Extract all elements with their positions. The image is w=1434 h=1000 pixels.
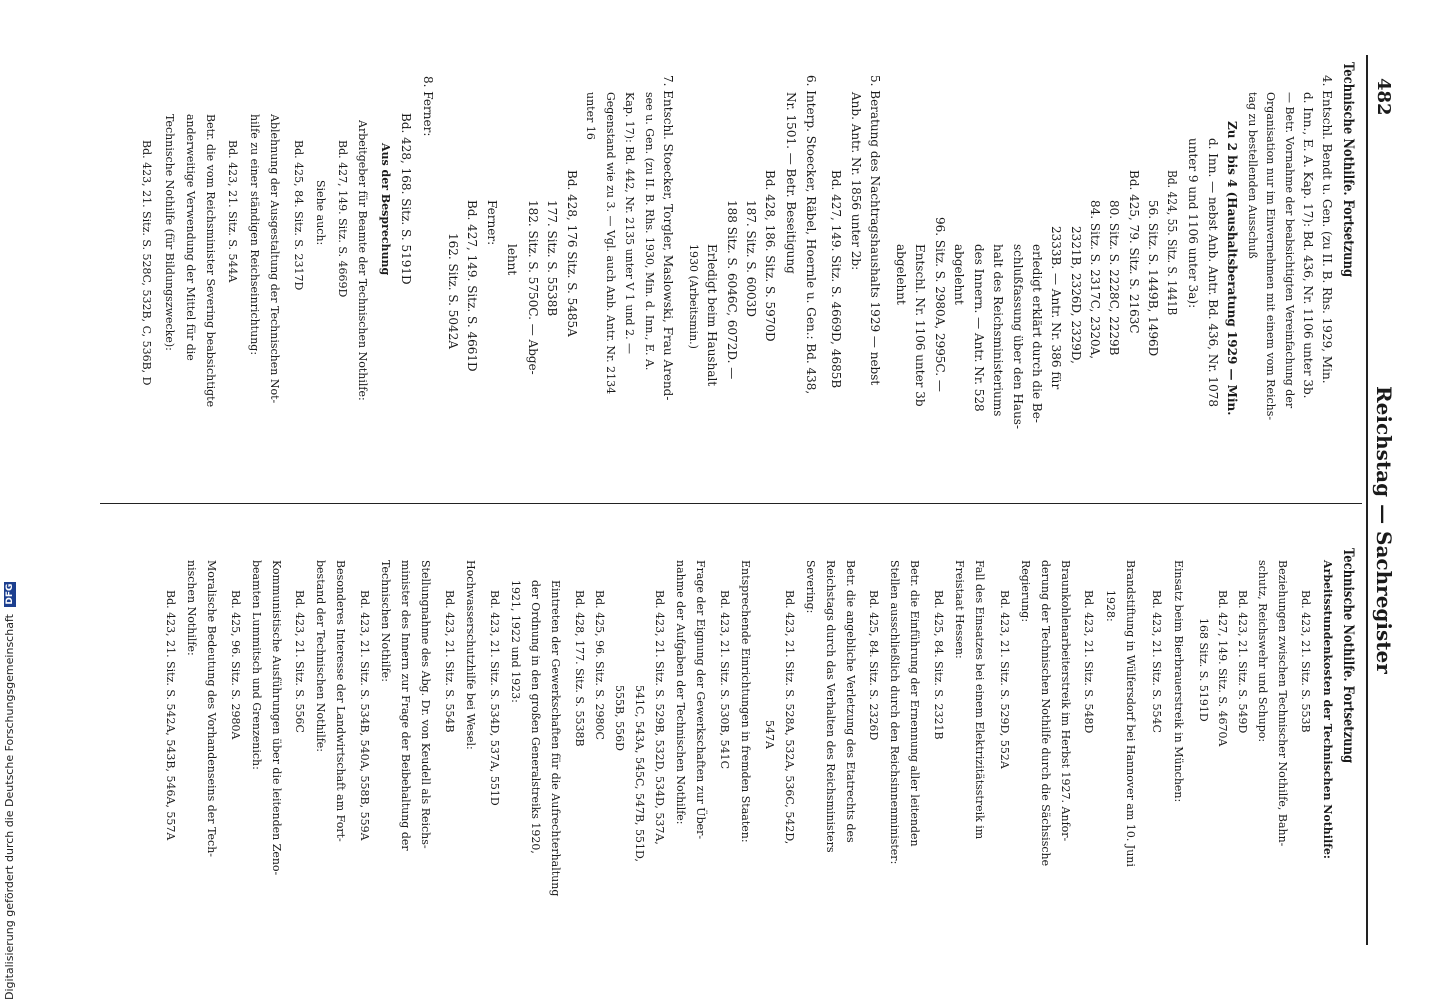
right-column-line: Betr. die angebliche Verletzung des Etatrechts des <box>844 560 857 843</box>
left-column-line: 84. Sitz. S. 2317C, 2320A, <box>1088 200 1102 360</box>
left-column-line: Bd. 425, 79. Sitz. S. 2163C <box>1127 170 1141 334</box>
left-column-line: 96. Sitz. S. 2980A, 2995C. — <box>933 217 947 392</box>
left-column-line: unter 9 und 1106 unter 3a): <box>1186 138 1200 309</box>
left-column-line: hilfe zu einer ständigen Reichseinrichtung: <box>248 114 261 356</box>
right-column-line: Severing: <box>804 560 817 614</box>
funding-notice: Digitalisierung gefördert durch die Deutsche Forschungsgemeinschaft <box>3 614 16 1000</box>
right-column-line: nahme der Aufgaben der Technischen Nothilfe: <box>674 560 687 825</box>
left-column-line: Bd. 423, 21. Sitz. S. 544A <box>226 140 239 283</box>
right-column-line: Bd. 423, 21. Sitz. S. 554B <box>443 590 456 733</box>
right-column-line: Brandstiftung in Wülfersdorf bei Hannover am 10. Juni <box>1124 560 1137 867</box>
right-column-line: Beziehungen zwischen Technischer Nothilfe, Bahn- <box>1276 560 1289 847</box>
left-column-line: Technische Nothilfe. Fortsetzung <box>1340 62 1356 278</box>
left-column-line: d. Inn. — nebst Anb. Antr. Bd. 436, Nr. 1078 <box>1206 138 1220 407</box>
header-rule <box>1366 55 1368 945</box>
right-column-line: Technische Nothilfe. Fortsetzung <box>1340 548 1356 764</box>
right-column-line: Bd. 423, 21. Sitz. S. 528A, 532A, 536C, 542D, <box>783 590 796 845</box>
left-column-line: Bd. 424, 55. Sitz. S. 1441B <box>1165 170 1179 316</box>
right-column-line: nischen Nothilfe: <box>185 560 198 656</box>
right-column-line: Bd. 423, 21. Sitz. S. 549D <box>1236 590 1249 734</box>
left-column-line: lehnt <box>505 244 519 276</box>
left-column-line: Bd. 428, 168. Sitz. S. 5191D <box>399 113 413 285</box>
left-column-line: erledigt erklärt durch die Be- <box>1030 244 1044 423</box>
right-column-line: minister des Innern zur Frage der Beibehaltung der <box>399 560 412 851</box>
right-column-line: Bd. 423, 21. Sitz. S. 530B, 541C <box>718 590 731 769</box>
left-column-line: Organisation nur im Einvernehmen mit einem vom Reichs- <box>1264 92 1277 421</box>
left-column-line: 2333B. — Antr. Nr. 386 für <box>1049 226 1063 390</box>
right-column-line: Arbeitsstundenkosten der Technischen Nothilfe: <box>1321 560 1334 859</box>
right-column-line: Moralische Bedeutung des Vorhandenseins der Tech- <box>205 560 218 858</box>
left-column-line: Bd. 423, 21. Sitz. S. 528C, 532B, C, 536B, D <box>140 140 153 386</box>
right-column-line: Bd. 423, 21. Sitz. S. 542A, 543B, 546A, 557A <box>164 590 177 841</box>
left-column-line: Kap. 17): Bd. 442, Nr. 2135 unter V 1 und 2. — <box>623 92 636 355</box>
left-column-line: 80. Sitz. S. 2228C, 2229B <box>1107 200 1121 356</box>
left-column-line: des Innern. — Antr. Nr. 528 <box>972 244 986 412</box>
right-column-line: Betr. die Einführung der Ernennung aller leitenden <box>908 560 921 847</box>
right-column-line: 168 Sitz. S. 5191D <box>1197 618 1210 722</box>
right-column-line: 541C, 543A, 545C, 547B, 551D, <box>633 685 646 862</box>
right-column-line: schutz, Reichswehr und Schupo: <box>1256 560 1269 743</box>
left-column-line: Ablehnung der Ausgestaltung der Technischen Not- <box>268 114 281 404</box>
right-column-line: Bd. 423, 21. Sitz. S. 548D <box>1082 590 1095 734</box>
right-column-line: Frage der Eignung der Gewerkschaften zur Über- <box>694 560 707 840</box>
left-column-line: Bd. 425, 84. Sitz. S. 2317D <box>292 140 305 291</box>
right-column-line: Bd. 425, 84. Sitz. S. 2326D <box>867 590 880 741</box>
left-column-line: 162. Sitz. S. 5042A <box>446 233 460 349</box>
running-title: Reichstag — Sachregister <box>1372 386 1396 674</box>
left-column-line: Zu 2 bis 4 (Haushaltsberatung 1929 — Min. <box>1225 121 1239 416</box>
right-column-line: Entsprechende Einrichtungen in fremden Staaten: <box>739 560 752 843</box>
dfg-logo: DFG <box>5 583 15 605</box>
left-column-line: Bd. 427, 149. Sitz. S. 4661D <box>465 200 479 372</box>
right-column-line: 1921, 1922 und 1923: <box>509 580 522 703</box>
right-column-line: Stellen ausschließlich durch den Reichsinnenminister: <box>888 560 901 865</box>
left-column-line: 188 Sitz. S. 6046C, 6072D. — <box>725 200 739 380</box>
funding-footer <box>2 0 18 1000</box>
left-column-line: Bd. 428, 176 Sitz. S. 5485A <box>565 170 579 337</box>
left-column-line: Ferner: <box>485 200 499 246</box>
left-column-line: Erledigt beim Haushalt <box>705 244 719 387</box>
left-column-line: 6. Interp. Stoecker, Räbel, Hoernle u. Gen.: Bd. 438, <box>804 75 818 395</box>
left-column-line: halt des Reichsministeriums <box>991 244 1005 417</box>
right-column-line: 547A <box>763 720 776 749</box>
left-column-line: 1930 (Arbeitsmin.) <box>687 244 700 349</box>
right-column-line: der Ordnung in den großen Generalstreiks 1920, <box>529 580 542 854</box>
right-column-line: Stellungnahme des Abg. Dr. von Keudell als Reichs- <box>419 560 432 849</box>
right-column-line: Reichstags durch das Verhalten des Reichsministers <box>824 560 837 853</box>
left-column-line: Siehe auch: <box>314 180 327 246</box>
left-column-line: 7. Entschl. Stoecker, Torgler, Maslowski, Frau Arend- <box>661 75 675 401</box>
left-column-line: — Betr. Vornahme der beabsichtigten Vereinfachung der <box>1283 92 1296 409</box>
right-column-line: Hochwasserschutzhilfe bei Wesel: <box>464 560 477 750</box>
right-column-line: Besonderes Interesse der Landwirtschaft am Fort- <box>334 560 347 842</box>
left-column-line: Aus der Besprechung <box>379 143 392 276</box>
column-divider <box>100 503 1362 504</box>
left-column-line: Entschl. Nr. 1106 unter 3b <box>913 244 927 407</box>
right-column-line: Bd. 427, 149. Sitz. S. 4670A <box>1216 590 1229 747</box>
left-column-line: Anb. Antr. Nr. 1856 unter 2b: <box>849 92 863 271</box>
right-column-line: Bd. 423, 21. Sitz. S. 534D, 537A, 551D <box>488 590 501 806</box>
right-column-line: Bd. 425, 84. Sitz. S. 2321B <box>932 590 945 740</box>
left-column-line: Nr. 1501. — Betr. Beseitigung <box>784 92 798 274</box>
right-column-line: Bd. 423, 21. Sitz. S. 529B, 532D, 534D, 537A, <box>653 590 666 845</box>
right-column-line: 1928: <box>1104 590 1117 622</box>
right-column-line: 555B, 556D <box>613 685 626 751</box>
right-column-line: Fall des Einsatzes bei einem Elektrizitätsstreik im <box>973 560 986 840</box>
left-column-line: abgelehnt <box>952 244 966 305</box>
left-column-line: Bd. 427, 149. Sitz. S. 4669D, 4685B <box>829 170 843 389</box>
right-column-line: Freistaat Hessen: <box>953 560 966 659</box>
left-column-line: anderweitige Verwendung der Mittel für die <box>184 114 197 361</box>
left-column-line: unter 16 <box>584 92 597 140</box>
left-column-line: 4. Entschl. Bendt u. Gen. (zu II. B. Rhs. 1929, Min. <box>1320 75 1334 384</box>
left-column-line: 177. Sitz. S. 5538B <box>545 200 559 317</box>
right-column-line: Braunkohlenarbeiterstreik im Herbst 1927. Anfor- <box>1059 560 1072 842</box>
right-column-line: beamten Lummitsch und Grenzenich: <box>250 560 263 770</box>
left-column-line: Betr. die vom Reichsminister Severing beabsichtigte <box>204 114 217 408</box>
left-column-line: 2321B, 2326D, 2329D, <box>1069 226 1083 364</box>
right-column-line: Bd. 425, 96. Sitz. S. 2980A <box>229 590 242 740</box>
right-column-line: Bd. 423, 21. Sitz. S. 529D, 552A <box>998 590 1011 769</box>
left-column-line: see u. Gen. (zu II. B. Rhs. 1930, Min. d. Inn., E. A. <box>643 92 656 371</box>
right-column-line: bestand der Technischen Nothilfe: <box>314 560 327 753</box>
right-column-line: Technischen Nothilfe: <box>379 560 392 682</box>
right-column-line: Eintreten der Gewerkschaften für die Aufrechterhaltung <box>549 580 562 897</box>
left-column-line: abgelehnt <box>894 244 908 305</box>
left-column-line: 187. Sitz. S. 6003D <box>744 200 758 317</box>
right-column-line: Bd. 423, 21. Sitz. S. 556C <box>293 590 306 733</box>
left-column-line: Bd. 428, 186. Sitz. S. 5970D <box>763 170 777 342</box>
left-column-line: 56. Sitz. S. 1449B, 1496D <box>1146 200 1160 357</box>
left-column-line: d. Inn., E. A. Kap. 17): Bd. 436, Nr. 1106 unter 3b. <box>1301 92 1315 399</box>
left-column-line: 5. Beratung des Nachtragshaushalts 1929 — nebst <box>868 75 882 386</box>
right-column-line: Bd. 425, 96. Sitz. S. 2980C <box>593 590 606 740</box>
right-column-line: Einsatz beim Bierbrauerstreik in München: <box>1172 560 1185 803</box>
right-column-line: Kommunistische Ausführungen über die leitenden Zeno- <box>270 560 283 876</box>
right-column-line: Regierung: <box>1019 560 1032 623</box>
right-column-line: Bd. 423, 21. Sitz. S. 553B <box>1299 590 1312 733</box>
left-column-line: Arbeitgeber für Beamte der Technischen Nothilfe: <box>356 120 369 401</box>
right-column-line: Bd. 428, 177. Sitz. S. 5538B <box>573 590 586 747</box>
left-column-line: 182. Sitz. S. 5750C. — Abge- <box>526 200 540 375</box>
right-column-line: Bd. 423, 21. Sitz. S. 554C <box>1150 590 1163 733</box>
right-column-line: Bd. 423, 21. Sitz. S. 534B, 540A, 558B, 559A <box>358 590 371 841</box>
left-column-line: Technische Nothilfe (für Bildungszwecke): <box>163 114 176 351</box>
right-column-line: derung der Technischen Nothilfe durch die Sächsische <box>1039 560 1052 867</box>
left-column-line: Gegenstand wie zu 3. — Vgl. auch Anb. Antr. Nr. 2134 <box>604 92 617 395</box>
left-column-line: 8. Ferner: <box>421 76 435 137</box>
left-column-line: tag zu bestellenden Ausschuß <box>1246 92 1259 259</box>
page-number: 482 <box>1373 78 1394 116</box>
left-column-line: schlußfassung über den Haus- <box>1011 244 1025 430</box>
left-column-line: Bd. 427, 149. Sitz. S. 4669D <box>336 140 349 298</box>
